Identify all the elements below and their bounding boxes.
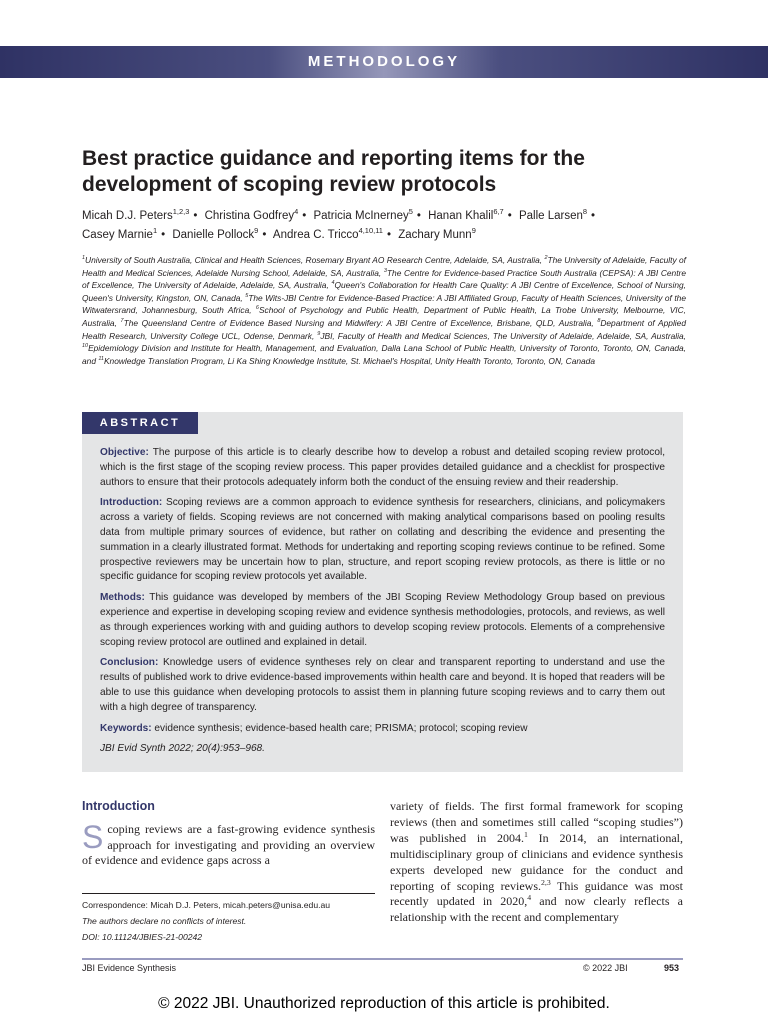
affiliation-text: JBI, Faculty of Health and Medical Sciences, The University of Adelaide, Adelaide, SA, Australia, (320, 330, 686, 341)
body-column-left (82, 819, 375, 869)
affiliation-number: 2 (544, 255, 548, 262)
doi-note: DOI: 10.11124/JBIES-21-00242 (82, 931, 203, 942)
affiliation-text: School of Psychology and Public Health, Department of Public Health, La Trobe University, Melbourne, VIC, Australia, (82, 305, 686, 328)
affiliation-number: 5 (245, 292, 249, 299)
introduction-heading: Introduction (82, 799, 155, 813)
affiliation-text: Knowledge Translation Program, Li Ka Shing Knowledge Institute, St. Michael's Hospital, Unity Health Toronto, Toronto, ON, Canada (103, 355, 595, 366)
body-text-right-3: This guidance was most recently updated in 2020, (390, 878, 683, 909)
author-affiliation-ref: 4,10,11 (358, 226, 383, 236)
affiliation-text: Epidemiology Division and Institute for Health, Management, and Evaluation, Dalla Lana School of Public Health, University of Toronto, Toronto, ON, Canada, and (82, 343, 686, 366)
author-name: Palle Larsen$^8$ (518, 207, 588, 222)
abstract-keywords (100, 722, 665, 737)
introduction-text: Scoping reviews are a common approach to evidence synthesis for researchers, clinicians, and policymakers across a variety of fields. Scoping reviews are not concerned with making analytical comparisons based on pooling results data from multiple primary sources of evidence, but rather on collating and describing the evidence and presenting the summation in a clearly illustrated format. Methods for undertaking and reporting scoping reviews continue to be refined. Some prospective reviewers may be uncertain how to plan, structure, and report scoping review protocols, as there is little or no specific guidance for scoping review protocols yet available. (100, 497, 665, 583)
drop-cap: S (82, 819, 104, 855)
conclusion-text: Knowledge users of evidence syntheses rely on clear and transparent reporting to understand and use the results of published work to drive evidence-based improvements within health care and beyond. It is hoped that readers will be able to use this guidance when developing protocols to assist them in planning future scoping reviews and to carry them out with a high degree of transparency. (100, 657, 665, 713)
footer-divider (82, 958, 683, 960)
body-text-right-4: and now clearly reflects a relationship with the recent and complementary (390, 894, 683, 925)
abstract-methods (100, 591, 665, 650)
keywords-label: Keywords: (100, 722, 152, 734)
author-name: Danielle Pollock$^9$ (172, 226, 259, 241)
author-separator: • (262, 229, 267, 241)
correspondence-note: Correspondence: Micah D.J. Peters, micah.peters@unisa.edu.au (82, 900, 331, 910)
body-text-left: coping reviews are a fast-growing evidence synthesis approach for investigating and providing an overview of evidence and evidence gaps across a (82, 822, 375, 867)
author-affiliation-ref: 1 (152, 226, 158, 236)
author-separator: • (386, 229, 391, 241)
author-separator: • (193, 210, 198, 222)
footer-copyright: © 2022 JBI (583, 963, 628, 973)
author-affiliation-ref: 8 (582, 207, 588, 217)
conclusion-label: Conclusion: (100, 657, 159, 669)
affiliation-text: The Wits-JBI Centre for Evidence-Based Practice: A JBI Affiliated Group, Faculty of Health Sciences, University of the Witwatersrand, Johannesburg, South Africa, (82, 292, 686, 316)
body-column-right (390, 799, 683, 926)
affiliation-text: Department of Applied Health Research, University College UCL, Odense, Denmark, (82, 317, 686, 341)
author-affiliation-ref: 9 (254, 226, 259, 236)
author-list (82, 207, 702, 245)
section-banner: METHODOLOGY (0, 46, 768, 78)
methods-label: Methods: (100, 592, 145, 604)
affiliation-number: 8 (597, 318, 601, 325)
affiliation-text: The Centre for Evidence-based Practice South Australia (CEPSA): A JBI Centre of Excellence, The University of Adelaide, Adelaide, SA, Australia, (82, 267, 686, 291)
affiliation-text: Queen's Collaboration for Health Care Quality: A JBI Centre of Excellence, School of Nursing, Queen's University, Kingston, ON, Canada, (82, 280, 686, 303)
footnotes (82, 898, 382, 945)
author-separator: • (507, 210, 512, 222)
author-affiliation-ref: 9 (471, 226, 476, 236)
author-name: Casey Marnie$^1$ (82, 226, 158, 241)
author-affiliation-ref: 6,7 (493, 207, 504, 217)
affiliation-text: University of South Australia, Clinical and Health Sciences, Rosemary Bryant AO Research Centre, Adelaide, SA, Australia, (85, 255, 545, 265)
author-affiliation-ref: 5 (408, 207, 413, 217)
author-separator: • (161, 229, 166, 241)
author-separator: • (591, 210, 596, 222)
author-name: Patricia McInerney$^5$ (313, 207, 413, 222)
journal-citation: JBI Evid Synth 2022; 20(4):953–968. (100, 743, 265, 755)
affiliation-number: 4 (331, 280, 335, 287)
abstract-conclusion (100, 656, 665, 715)
introduction-label: Introduction: (100, 497, 163, 509)
affiliation-number: 11 (98, 355, 104, 362)
author-affiliation-ref: 4 (294, 207, 299, 217)
citation-ref: 1 (524, 829, 528, 839)
affiliation-number: 1 (82, 255, 86, 262)
affiliation-text: The University of Adelaide, Faculty of Health and Medical Sciences, Adelaide Nursing School, Adelaide, SA, Australia, (82, 255, 687, 278)
affiliation-text: The Queensland Centre of Evidence Based Nursing and Midwifery: A JBI Centre of Excellence, Brisbane, QLD, Australia, (123, 317, 598, 328)
footnote-divider (82, 893, 375, 894)
author-name: Andrea C. Tricco$^{4,10,11}$ (272, 226, 383, 241)
objective-label: Objective: (100, 447, 149, 458)
affiliation-number: 3 (383, 267, 387, 274)
conflict-note: The authors declare no conflicts of interest. (82, 915, 247, 926)
affiliation-number: 10 (82, 343, 89, 350)
citation-ref: 2,3 (541, 877, 551, 887)
affiliations (82, 254, 686, 367)
objective-text: The purpose of this article is to clearly describe how to develop a robust and detailed scoping review protocol, which is the first stage of the scoping review process. This paper provides detailed guidance and a checklist for prospective authors to ensure that their protocols adequately inform both the conduct of the ensuing review and their readership. (100, 447, 665, 488)
keywords-text: evidence synthesis; evidence-based health care; PRISMA; protocol; scoping review (154, 722, 528, 734)
author-name: Zachary Munn$^9$ (398, 226, 476, 241)
abstract-content (100, 446, 665, 763)
body-text-right-2: In 2014, an international, multidisciplinary group of clinicians and evidence synthesis experts developed new guidance for the conduct and reporting of scoping reviews. (390, 830, 683, 893)
footer-journal: JBI Evidence Synthesis (82, 963, 177, 973)
affiliation-number: 6 (255, 305, 259, 312)
article-title: Best practice guidance and reporting items for the development of scoping review protocols (82, 147, 585, 196)
abstract-introduction (100, 496, 665, 585)
author-name: Micah D.J. Peters$^{1,2,3}$ (82, 207, 190, 222)
author-name: Hanan Khalil$^{6,7}$ (428, 207, 504, 222)
author-affiliation-ref: 1,2,3 (172, 207, 190, 217)
author-name: Christina Godfrey$^4$ (204, 207, 299, 222)
copyright-notice: © 2022 JBI. Unauthorized reproduction of this article is prohibited. (158, 995, 610, 1012)
abstract-objective (100, 446, 665, 490)
affiliation-number: 7 (120, 318, 124, 325)
citation-ref: 4 (527, 893, 532, 903)
methods-text: This guidance was developed by members of the JBI Scoping Review Methodology Group based on previous experience and expertise in developing scoping review and evidence synthesis methodologies, protocols, and reviews, as well as through experiences working with and guiding authors to develop scoping review protocols. Elements of a comprehensive scoping review protocol are outlined and explained in detail. (100, 592, 665, 648)
page-number: 953 (664, 963, 680, 973)
affiliation-number: 9 (317, 330, 321, 337)
author-separator: • (302, 210, 307, 222)
author-separator: • (416, 210, 421, 222)
abstract-heading: ABSTRACT (82, 412, 198, 434)
body-text-right-1: variety of fields. The first formal framework for scoping reviews (then and sometimes still called “scoping studies”) was published in 2004. (390, 799, 683, 845)
